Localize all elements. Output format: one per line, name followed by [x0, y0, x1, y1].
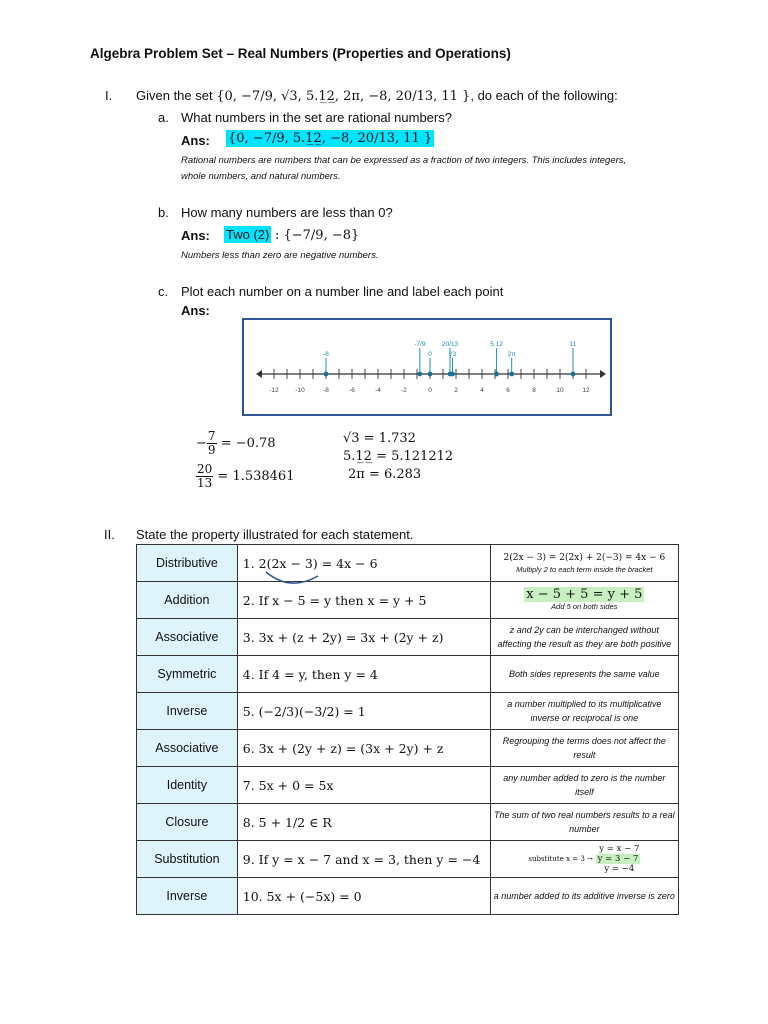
note-a-line2: whole numbers, and natural numbers.: [181, 171, 341, 182]
tick-label: 6: [506, 387, 510, 394]
property-name: Associative: [137, 619, 238, 656]
number-line-figure: [242, 318, 612, 416]
point-dot: [324, 372, 329, 377]
explanation: Regrouping the terms does not affect the result: [490, 730, 678, 767]
table-row: [137, 656, 679, 693]
answer-b-count: Two (2): [226, 227, 270, 242]
property-name: Closure: [137, 804, 238, 841]
statement: 1. 2(2x − 3) = 4x − 6: [237, 545, 490, 582]
table-row: [137, 878, 679, 915]
question-a-letter: a.: [158, 110, 169, 125]
answer-b: [224, 227, 359, 243]
statement: 7. 5x + 0 = 5x: [237, 767, 490, 804]
note-a: [181, 153, 626, 185]
fraction-7-9: [207, 430, 217, 457]
tick-label: -12: [269, 387, 279, 394]
tick-label: 4: [480, 387, 484, 394]
axis-arrow-left: [256, 370, 262, 378]
explanation-line: [494, 588, 675, 602]
table-row: [137, 545, 679, 582]
tick-label: -6: [349, 387, 355, 394]
given-set: {0, −7/9, √3, 5.1̲2̲, 2π, −8, 20/13, 11 }: [216, 89, 471, 104]
explanation: z and 2y can be interchanged without affecting the result as they are both positive: [490, 619, 678, 656]
denominator: 9: [207, 443, 216, 457]
denominator: 13: [197, 476, 213, 490]
property-name: Symmetric: [137, 656, 238, 693]
explanation-line: y = x − 7: [599, 844, 640, 854]
numerator: 7: [207, 429, 216, 443]
prompt-before: Given the set: [136, 88, 213, 103]
point-dot: [494, 372, 499, 377]
property-name: Substitution: [137, 841, 238, 878]
explanation: [490, 545, 678, 582]
statement: 9. If y = x − 7 and x = 3, then y = −4: [237, 841, 490, 878]
statement: 8. 5 + 1/2 ∈ R: [237, 804, 490, 841]
answer-a-set: {0, −7/9, 5.1̲2̲, −8, 20/13, 11 }: [228, 131, 433, 146]
section-1-numeral: I.: [105, 88, 113, 103]
point-dot: [450, 372, 455, 377]
property-name: Inverse: [137, 693, 238, 730]
point-label: 2π: [507, 351, 516, 358]
property-name: Distributive: [137, 545, 238, 582]
tick-label: 8: [532, 387, 536, 394]
point-dot: [428, 372, 433, 377]
tick-label: 10: [556, 387, 564, 394]
explanation: a number multiplied to its multiplicative inverse or reciprocal is one: [490, 693, 678, 730]
tick-label: 0: [428, 387, 432, 394]
statement: 5. (−2/3)(−3/2) = 1: [237, 693, 490, 730]
explanation: [490, 841, 678, 878]
point-label: 11: [569, 341, 577, 348]
calc-20-13: [196, 463, 294, 490]
section-2-prompt: State the property illustrated for each statement.: [136, 527, 414, 542]
point-label: -8: [323, 351, 329, 358]
point-label: 20/13: [441, 341, 459, 348]
table-row: [137, 804, 679, 841]
answer-b-set: : {−7/9, −8}: [274, 228, 360, 243]
point-label: 0: [428, 351, 432, 358]
point-label: -7/9: [414, 341, 426, 348]
property-name: Addition: [137, 582, 238, 619]
question-b-text: How many numbers are less than 0?: [181, 205, 393, 220]
note-a-line1: Rational numbers are numbers that can be expressed as a fraction of two integers. This includes integers,: [181, 155, 627, 166]
explanation-note: Add 5 on both sides: [551, 602, 618, 611]
properties-table: [136, 544, 679, 915]
explanation-line: 2(2x − 3) = 2(2x) + 2(−3) = 4x − 6: [503, 553, 666, 563]
distribute-arrow-mark: [260, 570, 330, 590]
section-2-numeral: II.: [104, 527, 115, 542]
prompt-after: , do each of the following:: [470, 88, 618, 103]
table-row: [137, 841, 679, 878]
property-name: Inverse: [137, 878, 238, 915]
numerator: 20: [197, 462, 213, 476]
question-a-text: What numbers in the set are rational numbers?: [181, 110, 452, 125]
property-name: Identity: [137, 767, 238, 804]
calc-neg-7-9-value: = −0.78: [220, 436, 276, 451]
explanation-note: Multiply 2 to each term inside the bracket: [516, 565, 653, 574]
tick-label: 2: [454, 387, 458, 394]
point-label: 5.12: [490, 341, 503, 348]
statement: 2. If x − 5 = y then x = y + 5: [237, 582, 490, 619]
tick-label: -4: [375, 387, 381, 394]
point-dot: [417, 372, 422, 377]
section-1-prompt: [136, 88, 618, 104]
explanation-substitution: [494, 854, 675, 864]
statement: 3. 3x + (z + 2y) = 3x + (2y + z): [237, 619, 490, 656]
explanation-highlight: x − 5 + 5 = y + 5: [526, 587, 643, 602]
question-c-letter: c.: [158, 284, 169, 299]
tick-label: -10: [295, 387, 305, 394]
note-b: Numbers less than zero are negative numbers.: [181, 250, 379, 261]
explanation: a number added to its additive inverse is zero: [490, 878, 678, 915]
explanation: Both sides represents the same value: [490, 656, 678, 693]
answer-a: [226, 131, 434, 146]
fraction-20-13: [196, 463, 213, 490]
table-row: [137, 582, 679, 619]
number-line-svg: [244, 320, 610, 414]
table-row: [137, 693, 679, 730]
calc-two-pi: 2π = 6.283: [348, 467, 422, 482]
statement: 6. 3x + (2y + z) = (3x + 2y) + z: [237, 730, 490, 767]
explanation: The sum of two real numbers results to a real number: [490, 804, 678, 841]
table-row: [137, 730, 679, 767]
point-dot: [509, 372, 514, 377]
explanation-sub-label: substitute x = 3 →: [528, 855, 593, 863]
answer-c-label: Ans:: [181, 303, 210, 318]
point-label: √3: [448, 351, 457, 358]
calc-sqrt3: √3 = 1.732: [343, 431, 416, 446]
statement: 4. If 4 = y, then y = 4: [237, 656, 490, 693]
calc-neg-7-9: [196, 430, 276, 457]
point-dot: [571, 372, 576, 377]
property-name: Associative: [137, 730, 238, 767]
question-b-letter: b.: [158, 205, 169, 220]
explanation: any number added to zero is the number itself: [490, 767, 678, 804]
table-row: [137, 619, 679, 656]
explanation: [490, 582, 678, 619]
tick-label: 12: [582, 387, 590, 394]
answer-b-label: Ans:: [181, 228, 210, 243]
axis-arrow-right: [600, 370, 606, 378]
minus-sign: −: [196, 436, 207, 451]
table-row: [137, 767, 679, 804]
tick-label: -8: [323, 387, 329, 394]
question-c-text: Plot each number on a number line and label each point: [181, 284, 504, 299]
statement: 10. 5x + (−5x) = 0: [237, 878, 490, 915]
tick-label: -2: [401, 387, 407, 394]
calc-20-13-value: = 1.538461: [217, 469, 295, 484]
explanation-result: y = −4: [604, 864, 635, 874]
answer-a-label: Ans:: [181, 133, 210, 148]
explanation-highlight: y = 3 − 7: [597, 854, 639, 864]
page-title: Algebra Problem Set – Real Numbers (Properties and Operations): [90, 46, 511, 61]
calc-repeating: 5.1̲2̲ = 5.121212: [343, 449, 454, 464]
